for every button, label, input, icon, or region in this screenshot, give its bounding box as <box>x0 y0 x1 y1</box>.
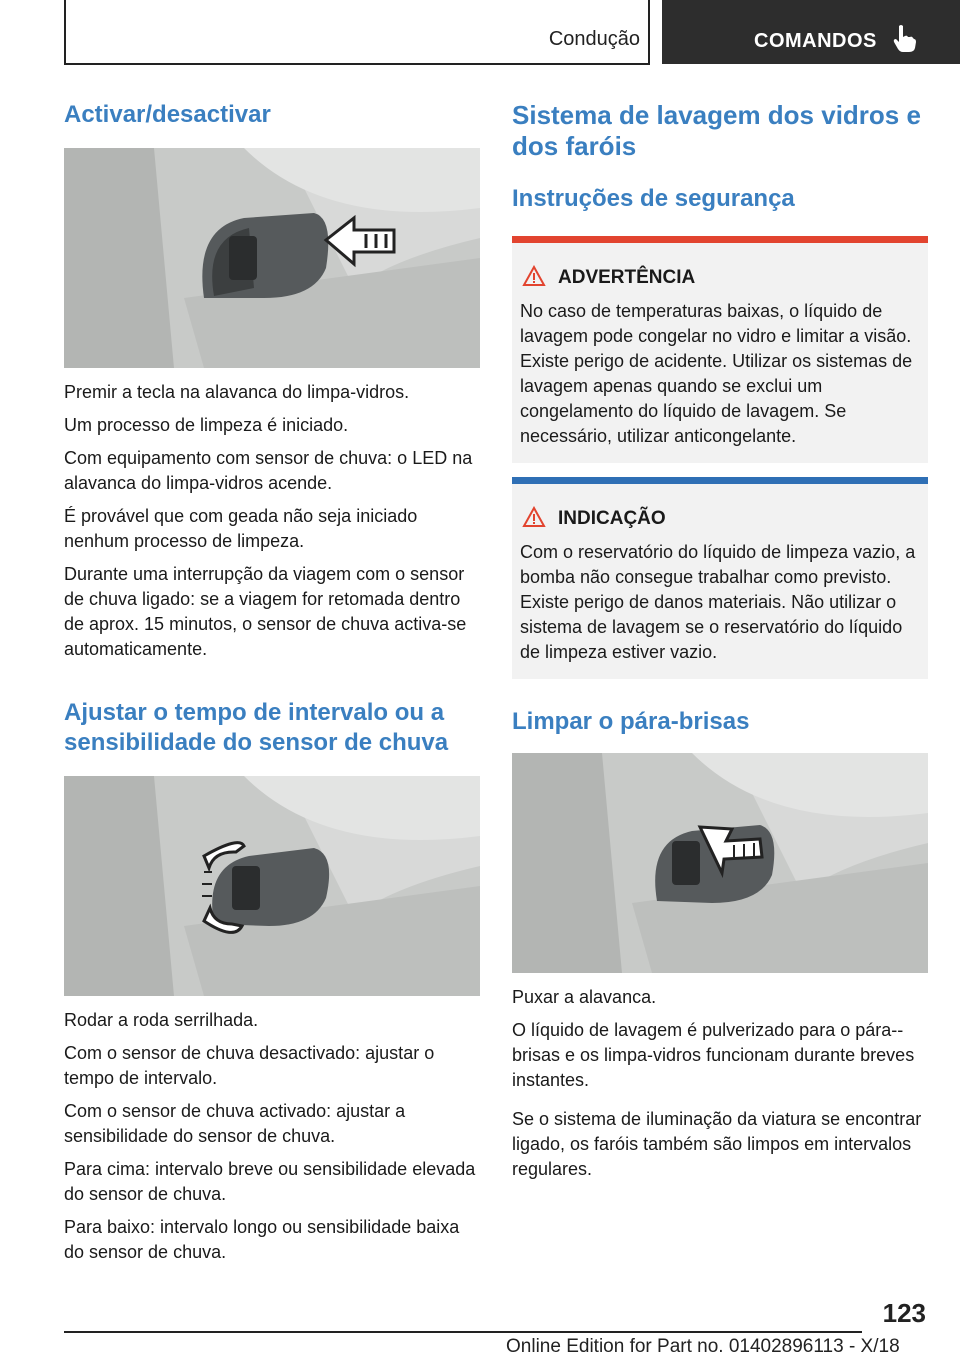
left-column <box>64 100 480 1265</box>
warning-box <box>512 236 928 463</box>
heading-clean-windscreen: Limpar o pára-brisas <box>512 708 750 735</box>
heading-interval: Ajustar o tempo de intervalo ou a sensibilidade do sensor de chuva <box>64 699 449 756</box>
paragraph: É provável que com geada não seja iniciado nenhum processo de limpeza. <box>64 506 418 551</box>
notice-title-row <box>512 484 928 534</box>
notice-text: Com o reservatório do líquido de limpeza vazio, a bomba não consegue trabalhar como previsto. Existe perigo de danos materiais. Não utilizar o sistema de lavagem se o reservatório do líquido de limpeza estiver vazio. <box>520 542 916 662</box>
header-rule-right <box>648 0 650 64</box>
section-title: Condução <box>548 28 640 50</box>
page-number: 123 <box>882 1298 926 1328</box>
paragraph: Durante uma interrupção da viagem com o sensor de chuva ligado: se a viagem for retomada dentro de aprox. 15 minutos, o sensor de chuva activa-se automaticamente. <box>64 564 467 659</box>
paragraph: Um processo de limpeza é iniciado. <box>64 415 349 435</box>
warning-title-row <box>512 243 928 293</box>
paragraph: Rodar a roda serrilhada. <box>64 1010 259 1030</box>
notice-title: INDICAÇÃO <box>558 508 666 529</box>
warning-triangle-icon <box>522 506 546 528</box>
paragraph: Premir a tecla na alavanca do limpa-vidros. <box>64 382 410 402</box>
warning-text: No caso de temperaturas baixas, o líquido de lavagem pode congelar no vidro e limitar a visão. Existe perigo de acidente. Utilizar os sistemas de lavagem apenas quando se exclui um congelamento do líquido de lavagem. Se necessário, utilizar anticongelante. <box>520 301 913 446</box>
warning-bar <box>512 236 928 243</box>
header-rule-bottom <box>64 63 650 65</box>
figure-wiper-wheel <box>64 776 480 996</box>
warning-title: ADVERTÊNCIA <box>558 267 696 288</box>
figure-wiper-pull <box>512 753 928 973</box>
paragraph: Para cima: intervalo breve ou sensibilidade elevada do sensor de chuva. <box>64 1159 476 1204</box>
chapter-tab <box>662 0 960 64</box>
heading-washer-system: Sistema de lavagem dos vidros e dos faróis <box>512 100 921 161</box>
footer-rule <box>64 1331 862 1333</box>
paragraph: O líquido de lavagem é pulverizado para o pára--brisas e os limpa-vidros funcionam durante breves instantes. <box>512 1020 915 1090</box>
notice-bar <box>512 477 928 484</box>
warning-triangle-icon <box>522 265 546 287</box>
header-rule-left <box>64 0 66 64</box>
paragraph: Para baixo: intervalo longo ou sensibilidade baixa do sensor de chuva. <box>64 1217 460 1262</box>
heading-safety: Instruções de segurança <box>512 185 795 212</box>
paragraph: Puxar a alavanca. <box>512 987 657 1007</box>
paragraph: Com o sensor de chuva desactivado: ajustar o tempo de intervalo. <box>64 1043 435 1088</box>
pointing-hand-icon <box>892 24 918 54</box>
footer-edition: Online Edition for Part no. 01402896113 - X/18 <box>506 1336 900 1357</box>
paragraph: Com equipamento com sensor de chuva: o LED na alavanca do limpa-vidros acende. <box>64 448 473 493</box>
notice-box <box>512 477 928 679</box>
right-column <box>512 100 928 1182</box>
chapter-title: COMANDOS <box>754 30 877 52</box>
figure-wiper-button <box>64 148 480 368</box>
paragraph: Com o sensor de chuva activado: ajustar a sensibilidade do sensor de chuva. <box>64 1101 406 1146</box>
paragraph: Se o sistema de iluminação da viatura se encontrar ligado, os faróis também são limpos em intervalos regulares. <box>512 1109 922 1179</box>
heading-activate: Activar/desactivar <box>64 101 271 128</box>
